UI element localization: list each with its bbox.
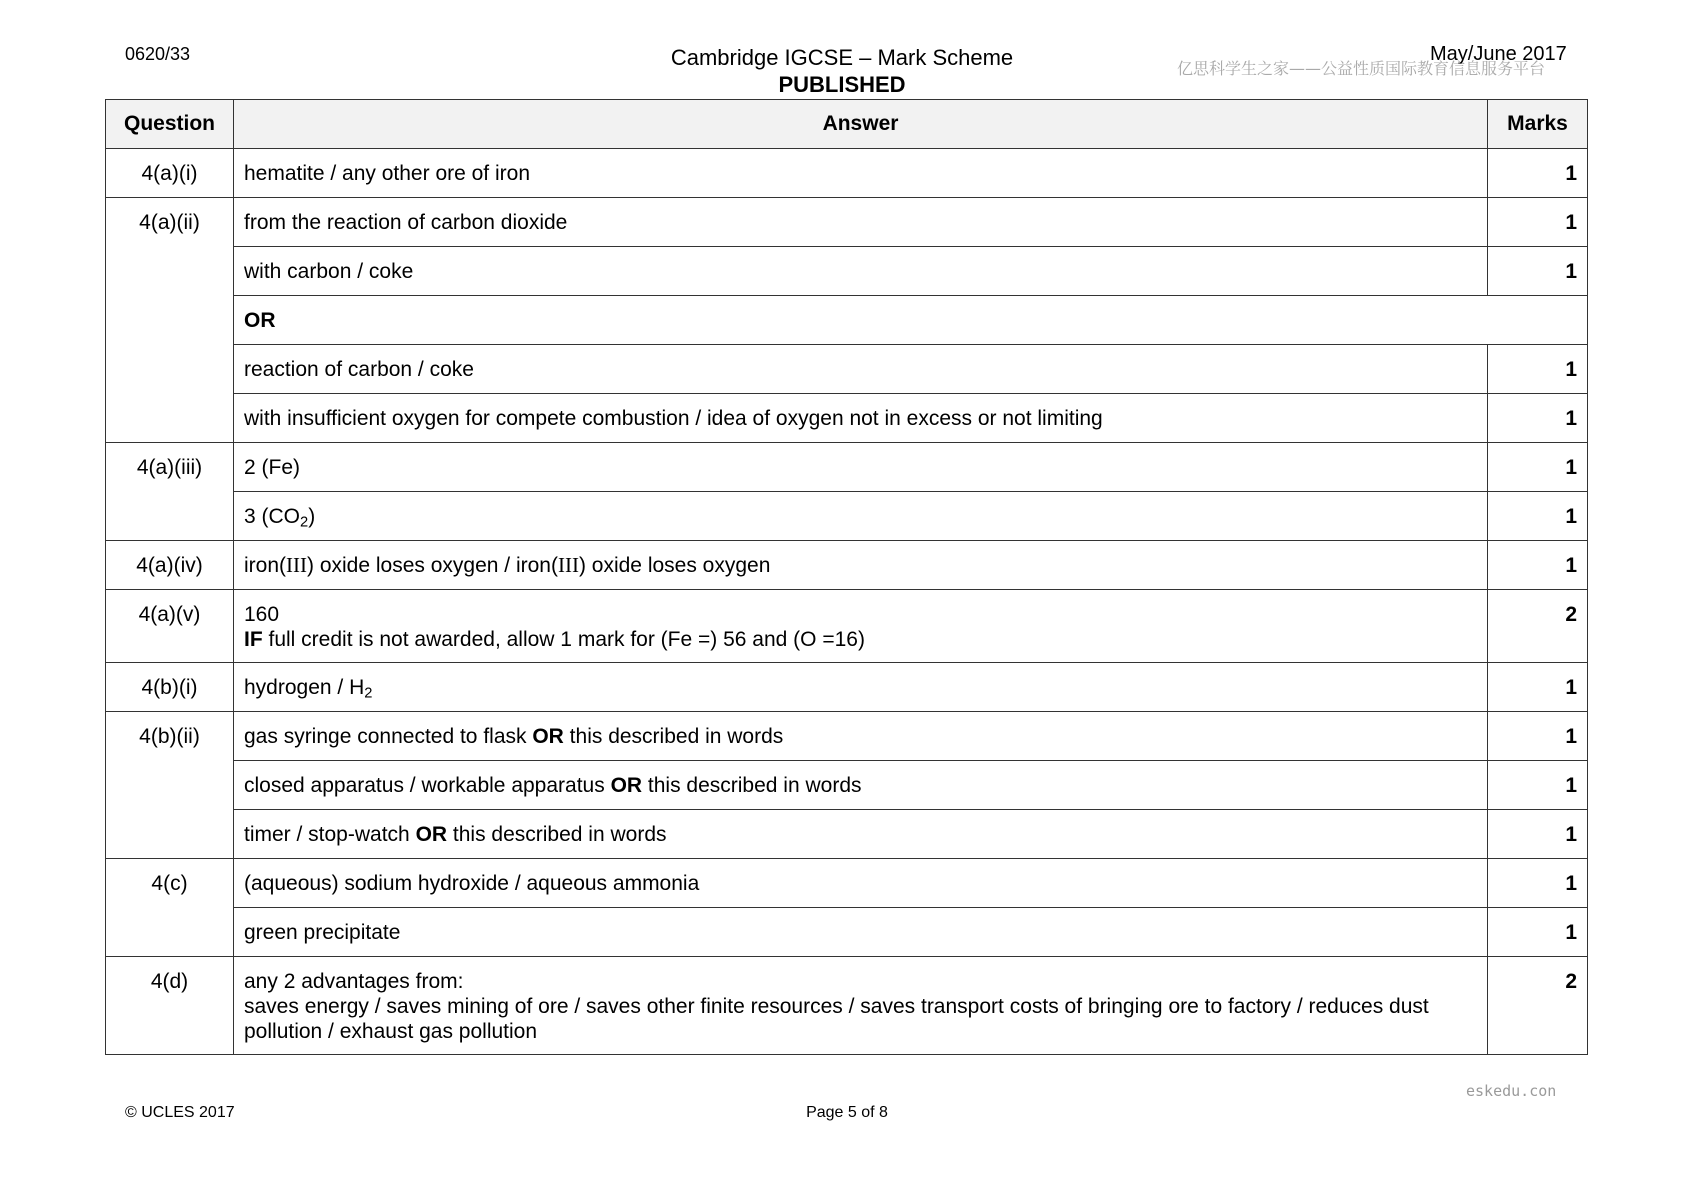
question-id: 4(c) bbox=[106, 859, 234, 957]
table-row bbox=[106, 394, 1588, 443]
answer-line bbox=[244, 627, 1477, 652]
answer-text bbox=[234, 957, 1488, 1055]
marks-value: 1 bbox=[1488, 541, 1588, 590]
answer-fragment: hydrogen / H bbox=[244, 676, 365, 699]
marks-value: 1 bbox=[1488, 443, 1588, 492]
answer-or-separator: OR bbox=[234, 296, 1588, 345]
title-text: Cambridge IGCSE – Mark Scheme bbox=[670, 45, 1014, 70]
table-row bbox=[106, 908, 1588, 957]
answer-text bbox=[234, 810, 1488, 859]
answer-text: with insufficient oxygen for compete combustion / idea of oxygen not in excess or not limiting bbox=[234, 394, 1488, 443]
question-id: 4(a)(iv) bbox=[106, 541, 234, 590]
marks-value: 1 bbox=[1488, 149, 1588, 198]
marks-header: Marks bbox=[1488, 100, 1588, 149]
answer-text: (aqueous) sodium hydroxide / aqueous ammonia bbox=[234, 859, 1488, 908]
table-row bbox=[106, 859, 1588, 908]
marks-value: 2 bbox=[1488, 957, 1588, 1055]
table-row bbox=[106, 957, 1588, 1055]
table-header-row bbox=[106, 100, 1588, 149]
answer-fragment: 3 (CO bbox=[244, 505, 301, 528]
answer-fragment: this described in words bbox=[563, 725, 784, 748]
answer-fragment: iron( bbox=[244, 554, 287, 577]
table-row bbox=[106, 149, 1588, 198]
answer-text: reaction of carbon / coke bbox=[234, 345, 1488, 394]
table-row bbox=[106, 198, 1588, 247]
answer-text bbox=[234, 712, 1488, 761]
table-row bbox=[106, 296, 1588, 345]
question-id: 4(d) bbox=[106, 957, 234, 1055]
question-id: 4(b)(ii) bbox=[106, 712, 234, 859]
answer-fragment: this described in words bbox=[447, 823, 667, 846]
answer-fragment: ) bbox=[308, 505, 316, 528]
watermark-text: 亿思科学生之家——公益性质国际教育信息服务平台 bbox=[1177, 59, 1546, 78]
answer-fragment: closed apparatus / workable apparatus bbox=[244, 774, 611, 797]
question-id: 4(a)(iii) bbox=[106, 443, 234, 541]
table-row bbox=[106, 663, 1588, 712]
exam-session: May/June 2017 bbox=[1430, 43, 1567, 65]
roman-numeral: III bbox=[557, 553, 579, 577]
marks-value: 1 bbox=[1488, 712, 1588, 761]
table-row bbox=[106, 590, 1588, 663]
answer-text: hematite / any other ore of iron bbox=[234, 149, 1488, 198]
answer-header: Answer bbox=[234, 100, 1488, 149]
subscript: 2 bbox=[364, 685, 373, 702]
copyright-notice: © UCLES 2017 bbox=[125, 1104, 235, 1121]
marks-value: 1 bbox=[1488, 810, 1588, 859]
site-watermark: eskedu.con bbox=[1466, 1082, 1557, 1100]
answer-text bbox=[234, 663, 1488, 712]
answer-text bbox=[234, 761, 1488, 810]
answer-keyword: OR bbox=[532, 725, 564, 748]
answer-keyword: IF bbox=[244, 628, 263, 651]
answer-text: 2 (Fe) bbox=[234, 443, 1488, 492]
answer-fragment: timer / stop-watch bbox=[244, 823, 416, 846]
table-row bbox=[106, 712, 1588, 761]
answer-text: with carbon / coke bbox=[234, 247, 1488, 296]
table-row bbox=[106, 541, 1588, 590]
answer-fragment: gas syringe connected to flask bbox=[244, 725, 533, 748]
marks-value: 1 bbox=[1488, 198, 1588, 247]
page-number: Page 5 of 8 bbox=[806, 1104, 888, 1121]
answer-keyword: OR bbox=[610, 774, 643, 797]
question-id: 4(b)(i) bbox=[106, 663, 234, 712]
answer-line: 160 bbox=[244, 603, 280, 626]
question-id: 4(a)(i) bbox=[106, 149, 234, 198]
answer-text: from the reaction of carbon dioxide bbox=[234, 198, 1488, 247]
answer-text: green precipitate bbox=[234, 908, 1488, 957]
marks-value: 1 bbox=[1488, 663, 1588, 712]
marks-value: 1 bbox=[1488, 345, 1588, 394]
marks-value: 1 bbox=[1488, 394, 1588, 443]
marks-value: 1 bbox=[1488, 761, 1588, 810]
answer-fragment: ) oxide loses oxygen / iron( bbox=[307, 554, 558, 577]
question-id: 4(a)(v) bbox=[106, 590, 234, 663]
answer-fragment: full credit is not awarded, allow 1 mark for (Fe =) 56 and (O =16) bbox=[262, 628, 865, 651]
roman-numeral: III bbox=[286, 553, 307, 577]
subscript: 2 bbox=[300, 514, 309, 531]
answer-text bbox=[234, 590, 1488, 663]
table-row bbox=[106, 443, 1588, 492]
answer-text bbox=[234, 541, 1488, 590]
table-row bbox=[106, 761, 1588, 810]
answer-text bbox=[234, 492, 1488, 541]
paper-code: 0620/33 bbox=[125, 44, 191, 64]
answer-line: saves energy / saves mining of ore / saves other finite resources / saves transport costs of bringing ore to factory / reduces dust pollution / exhaust gas pollution bbox=[244, 995, 1429, 1043]
table-row bbox=[106, 345, 1588, 394]
answer-line: any 2 advantages from: bbox=[244, 970, 464, 993]
table-row bbox=[106, 492, 1588, 541]
mark-scheme-table bbox=[105, 99, 1588, 1055]
answer-keyword: OR bbox=[415, 823, 448, 846]
marks-value: 1 bbox=[1488, 859, 1588, 908]
question-id: 4(a)(ii) bbox=[106, 198, 234, 443]
marks-value: 1 bbox=[1488, 492, 1588, 541]
marks-value: 1 bbox=[1488, 247, 1588, 296]
question-header: Question bbox=[106, 100, 234, 149]
answer-fragment: ) oxide loses oxygen bbox=[578, 554, 771, 577]
answer-fragment: this described in words bbox=[642, 774, 862, 797]
marks-value: 2 bbox=[1488, 590, 1588, 663]
marks-value: 1 bbox=[1488, 908, 1588, 957]
table-row bbox=[106, 810, 1588, 859]
published-label: PUBLISHED bbox=[778, 72, 906, 97]
table-row bbox=[106, 247, 1588, 296]
